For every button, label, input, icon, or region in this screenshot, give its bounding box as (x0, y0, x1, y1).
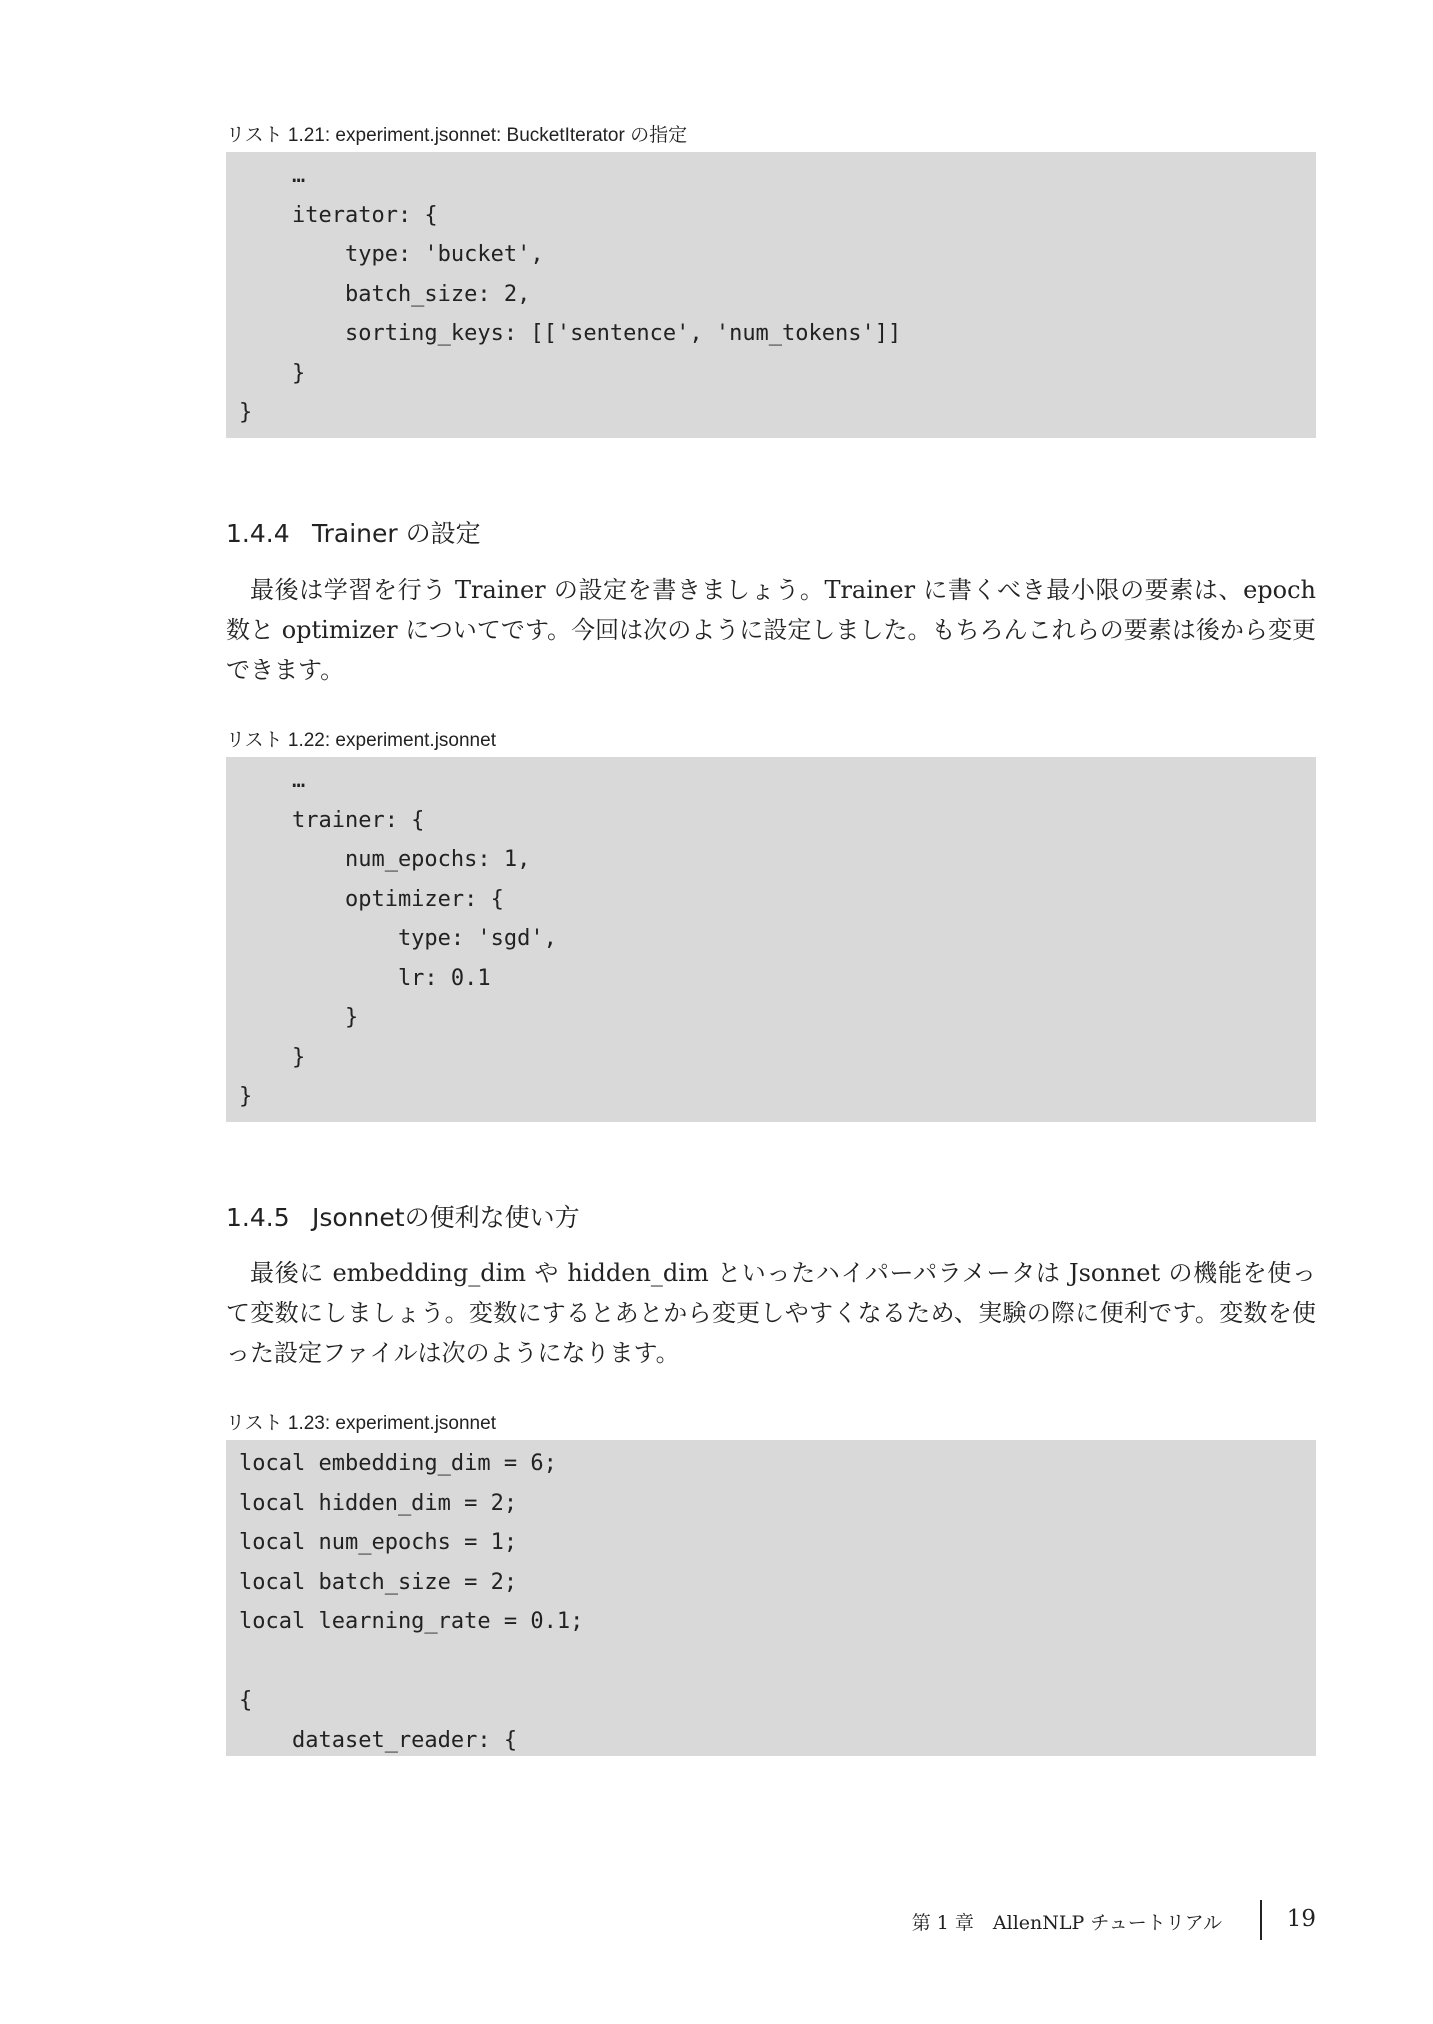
page-footer (900, 1900, 1316, 1940)
code-line: lr: 0.1 (239, 965, 491, 991)
code-line: local embedding_dim = 6; (239, 1451, 557, 1476)
section-number: 1.4.4 (226, 519, 290, 548)
section-number: 1.4.5 (226, 1203, 290, 1232)
page-number: 19 (1286, 1906, 1316, 1932)
code-line: { (239, 1688, 253, 1713)
section-heading (226, 514, 481, 550)
code-line: } (239, 400, 253, 425)
code-line: sorting_keys: [['sentence', 'num_tokens']] (239, 321, 902, 346)
code-line: … (239, 768, 306, 793)
code-line: trainer: { (239, 807, 425, 833)
code-line: batch_size: 2, (239, 281, 531, 307)
body-paragraph: 最後に embedding_dim や hidden_dim といったハイパーパラメータは Jsonnet の機能を使って変数にしましょう。変数にするとあとから変更しやすくなるため、実験の際に便利です。変数を使った設定ファイルは次のようになります。 (226, 1259, 1316, 1367)
listing-caption: リスト 1.21: experiment.jsonnet: BucketIterator の指定 (226, 125, 688, 146)
code-line: } (239, 1005, 359, 1030)
code-line: … (239, 163, 306, 188)
code-line: } (239, 360, 306, 386)
code-line: local learning_rate = 0.1; (239, 1609, 584, 1634)
code-line: local num_epochs = 1; (239, 1530, 518, 1555)
code-line: local batch_size = 2; (239, 1569, 518, 1595)
running-footer-chapter: 第 1 章 AllenNLP チュートリアル (911, 1912, 1222, 1934)
code-line: type: 'bucket', (239, 242, 544, 267)
code-line (239, 1642, 1316, 1682)
code-line: } (239, 1044, 306, 1070)
section-title: Jsonnetの便利な使い方 (312, 1203, 580, 1232)
code-line: type: 'sgd', (239, 926, 557, 951)
body-paragraph: 最後は学習を行う Trainer の設定を書きましょう。Trainer に書くべき最小限の要素は、epoch 数と optimizer についてです。今回は次のように設定しました。もちろんこれらの要素は後から変更できます。 (226, 576, 1316, 684)
listing-caption: リスト 1.22: experiment.jsonnet (226, 730, 496, 751)
code-line: dataset_reader: { (239, 1727, 518, 1753)
code-line: num_epochs: 1, (239, 847, 531, 872)
code-block (226, 1440, 1316, 1756)
code-line: local hidden_dim = 2; (239, 1490, 518, 1516)
section-title: Trainer の設定 (312, 519, 481, 548)
code-line: } (239, 1084, 253, 1109)
code-line: iterator: { (239, 202, 438, 228)
code-block (226, 757, 1316, 1122)
code-block (226, 152, 1316, 438)
listing-caption: リスト 1.23: experiment.jsonnet (226, 1413, 496, 1434)
footer-divider (1260, 1900, 1262, 1940)
section-heading (226, 1198, 580, 1234)
code-line: optimizer: { (239, 886, 504, 912)
